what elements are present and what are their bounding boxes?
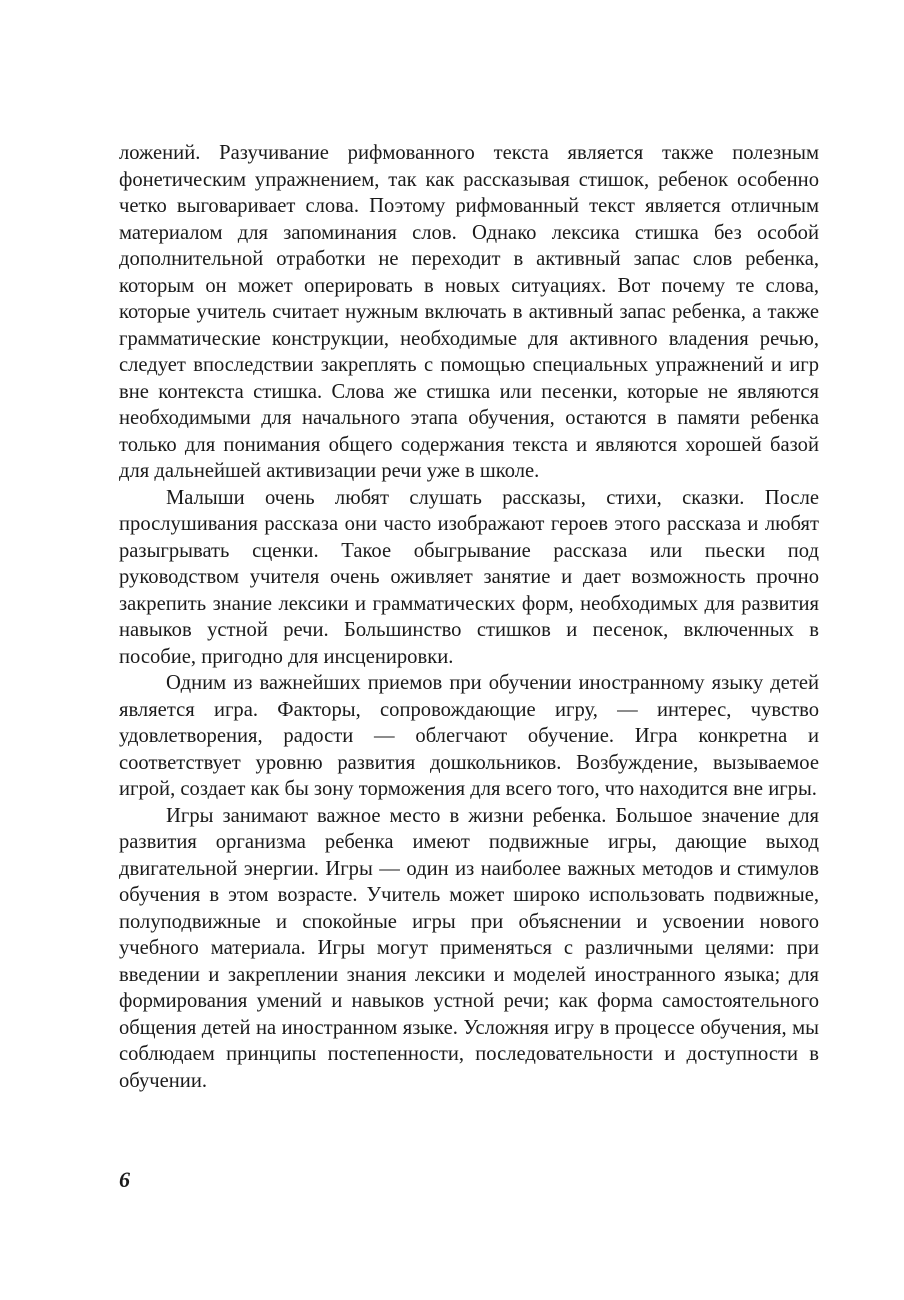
paragraph-continuation: ложений. Разучивание рифмованного текста является также полезным фонетическим упражнением, так как рассказывая стишок, ребенок особенно четко выговаривает слова. Поэтому рифмованный текст является отличным материалом для запоминания слов. Однако лексика стишка без особой дополнительной отработки не переходит в активный запас слов ребенка, которым он может оперировать в новых ситуациях. Вот почему те слова, которые учитель считает нужным включать в активный запас ребенка, а также грамматические конструкции, необходимые для активного владения речью, следует впоследствии закреплять с помощью специальных упражнений и игр вне контекста стишка. Слова же стишка или песенки, которые не являются необходимыми для начального этапа обучения, остаются в памяти ребенка только для понимания общего содержания текста и являются хорошей базой для дальнейшей активизации речи уже в школе.: [119, 142, 819, 482]
page-body: [119, 140, 819, 1094]
paragraph-game-importance: Одним из важнейших приемов при обучении иностранному языку детей является игра. Факторы, сопровождающие игру, — интерес, чувство удовлетворения, радости — облегчают обучение. Игра конкретна и соответствует уровню развития дошкольников. Возбуждение, вызываемое игрой, создает как бы зону торможения для всего того, что находится вне игры.: [119, 672, 819, 800]
paragraph-games-role: Игры занимают важное место в жизни ребенка. Большое значение для развития организма ребенка имеют подвижные игры, дающие выход двигательной энергии. Игры — один из наиболее важных методов и стимулов обучения в этом возрасте. Учитель может широко использовать подвижные, полуподвижные и спокойные игры при объяснении и усвоении нового учебного материала. Игры могут применяться с различными целями: при введении и закреплении знания лексики и моделей иностранного языка; для формирования умений и навыков устной речи; как форма самостоятельного общения детей на иностранном языке. Усложняя игру в процессе обучения, мы соблюдаем принципы постепенности, последовательности и доступности в обучении.: [119, 804, 819, 1092]
paragraph-stories: Малыши очень любят слушать рассказы, стихи, сказки. После прослушивания рассказа они часто изображают героев этого рассказа и любят разыгрывать сценки. Такое обыгрывание рассказа или пьески под руководством учителя очень оживляет занятие и дает возможность прочно закрепить знание лексики и грамматических форм, необходимых для развития навыков устной речи. Большинство стишков и песенок, включенных в пособие, пригодно для инсценировки.: [119, 486, 819, 668]
page-number: 6: [119, 1167, 130, 1192]
